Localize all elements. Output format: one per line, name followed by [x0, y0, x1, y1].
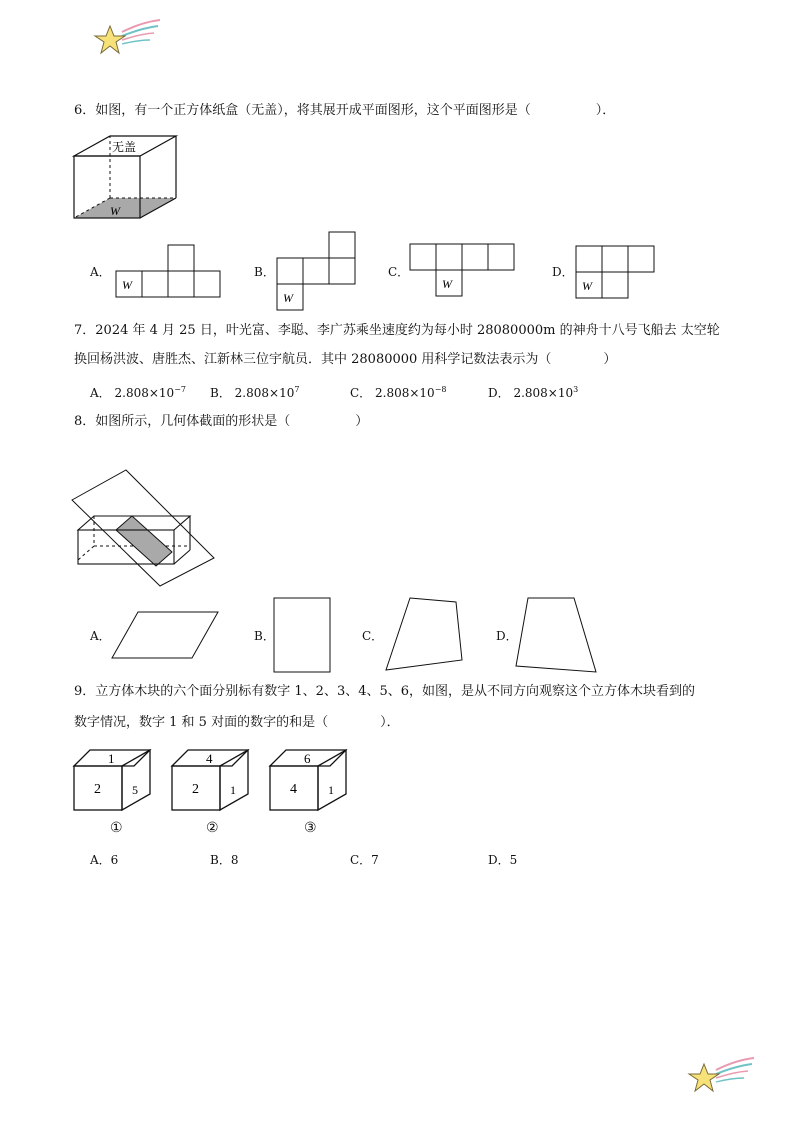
svg-text:1: 1 [328, 783, 334, 797]
question-8-text: 8．如图所示，几何体截面的形状是（ ） [74, 414, 369, 429]
question-7-line-1: 7．2024 年 4 月 25 日，叶光富、李聪、李广苏乘坐速度约为每小时 28080000m 的神舟十八号飞船去 太空轮 [74, 323, 720, 338]
q7-option-a[interactable]: A． $2.808\times 10^{-7}$ [90, 385, 186, 400]
q6-option-c-label[interactable]: C． [388, 265, 410, 279]
q7-option-c[interactable]: C． $2.808\times 10^{-8}$ [350, 385, 447, 400]
q9-option-d[interactable]: D．5 [488, 853, 518, 867]
svg-text:1: 1 [108, 751, 115, 766]
question-7-line-2: 换回杨洪波、唐胜杰、江新林三位宇航员．其中 28080000 用科学记数法表示为（ ） [74, 352, 617, 367]
question-9-line-2: 数字情况，数字 1 和 5 对面的数字的和是（ ）． [74, 715, 400, 730]
q8-option-b-label[interactable]: B． [254, 629, 275, 643]
lid-label: 无盖 [112, 140, 137, 154]
number-cube-3 [268, 748, 350, 816]
cube-1-caption: ① [110, 820, 123, 836]
q8-option-c-quadrilateral[interactable] [384, 596, 466, 674]
q8-option-a-parallelogram[interactable] [110, 608, 222, 662]
q9-option-b[interactable]: B．8 [210, 853, 239, 867]
cube-2-caption: ② [206, 820, 219, 836]
svg-text:W: W [582, 279, 592, 293]
q8-option-a-label[interactable]: A． [90, 629, 111, 643]
q6-option-a-label[interactable]: A． [90, 265, 111, 279]
q6-option-c-net[interactable] [408, 243, 520, 299]
q6-option-b-label[interactable]: B． [254, 265, 275, 279]
svg-text:W: W [283, 291, 293, 305]
q8-option-b-rectangle[interactable] [272, 596, 334, 676]
star-decoration-top-icon [92, 16, 164, 60]
q9-option-a[interactable]: A．6 [90, 853, 119, 867]
question-6-text: 6．如图，有一个正方体纸盒（无盖），将其展开成平面图形，这个平面图形是（ ）． [74, 103, 616, 118]
q7-option-d[interactable]: D． $2.808\times 10^3$ [488, 385, 579, 400]
q8-option-c-label[interactable]: C． [362, 629, 384, 643]
q7-option-b[interactable]: B． $2.808\times 10^7$ [210, 385, 300, 400]
q8-option-d-label[interactable]: D． [496, 629, 518, 643]
question-9-line-1: 9．立方体木块的六个面分别标有数字 1、2、3、4、5、6，如图，是从不同方向观察这个立方体木块看到的 [74, 684, 696, 699]
number-cube-1 [72, 748, 154, 816]
face-w-label: W [110, 204, 120, 218]
q6-option-a-net[interactable] [112, 244, 222, 300]
q8-option-d-trapezoid[interactable] [514, 596, 600, 674]
q9-option-c[interactable]: C．7 [350, 853, 379, 867]
svg-text:1: 1 [230, 783, 236, 797]
svg-text:4: 4 [206, 751, 213, 766]
svg-text:2: 2 [192, 782, 199, 797]
svg-text:W: W [122, 278, 132, 292]
open-cube-figure [70, 132, 190, 226]
q6-option-d-label[interactable]: D． [552, 265, 574, 279]
number-cube-2 [170, 748, 252, 816]
q6-option-d-net[interactable] [574, 245, 656, 301]
cube-3-caption: ③ [304, 820, 317, 836]
cuboid-section-figure [68, 468, 228, 588]
svg-text:W: W [442, 277, 452, 291]
svg-text:4: 4 [290, 782, 297, 797]
star-decoration-bottom-icon [686, 1054, 758, 1098]
svg-text:6: 6 [304, 751, 311, 766]
svg-text:5: 5 [132, 783, 138, 797]
svg-text:2: 2 [94, 782, 101, 797]
bottom-face-shade [74, 198, 176, 218]
q6-option-b-net[interactable] [273, 231, 359, 313]
